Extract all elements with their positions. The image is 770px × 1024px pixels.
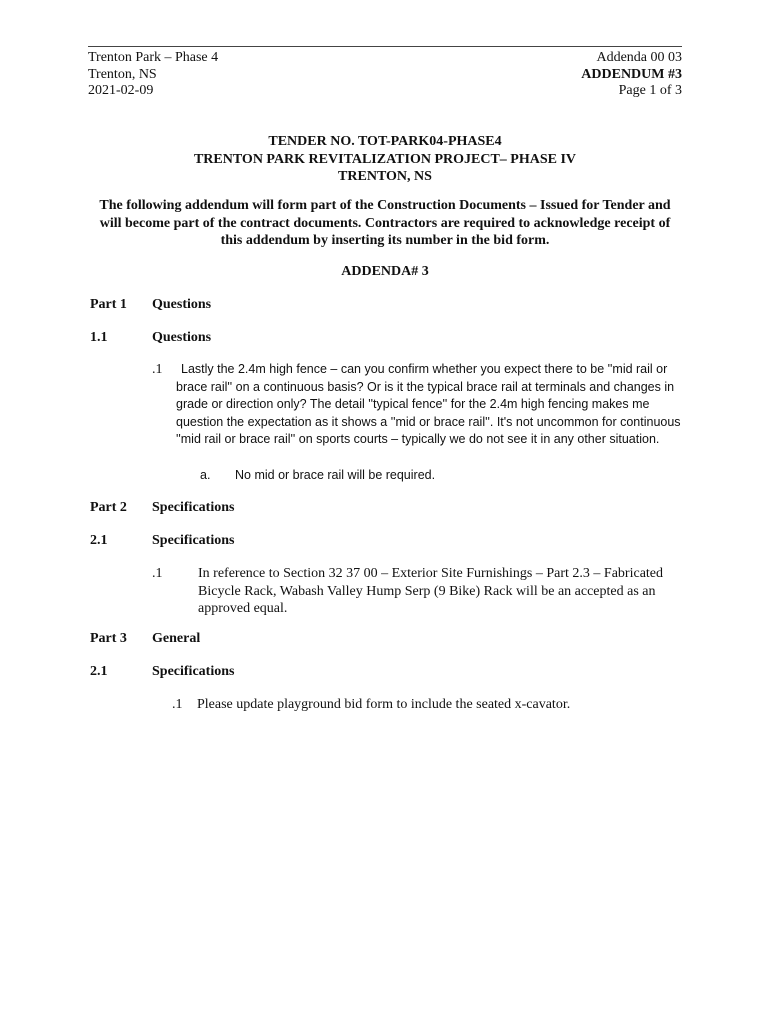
question-text: Lastly the 2.4m high fence – can you confirm whether you expect there to be ''mid rail or brace rail'' on a continuous basis? Or is it the typical brace rail at terminals and changes in grade or direction only? The detail ''typical fence'' for the 2.4m high fencing makes me question the expectation as it shows a ''mid or brace rail''. It's not uncommon for continuous ''mid rail or brace rail'' on sports courts – typically we do not see it in any other situation. xyxy=(176,362,681,447)
section-2-1-number: 2.1 xyxy=(90,533,108,548)
project-location: Trenton, NS xyxy=(88,66,157,82)
answer-label: a. xyxy=(200,468,211,482)
tender-number: TENDER NO. TOT-PARK04-PHASE4 xyxy=(268,134,502,149)
section-3-2-1-number: 2.1 xyxy=(90,664,108,679)
section-3-2-1-title: Specifications xyxy=(152,664,235,679)
part-3-title: General xyxy=(152,631,201,646)
section-1-1-title: Questions xyxy=(152,330,212,345)
tender-title xyxy=(88,133,682,186)
answer-item xyxy=(200,467,435,485)
general-item-number: .1 xyxy=(172,697,183,712)
addenda-code: Addenda 00 03 xyxy=(596,50,682,65)
part-2-title: Specifications xyxy=(152,500,235,515)
project-town: TRENTON, NS xyxy=(338,169,432,184)
answer-text: No mid or brace rail will be required. xyxy=(235,468,436,482)
header-left xyxy=(88,50,218,100)
project-name: Trenton Park – Phase 4 xyxy=(88,50,219,65)
specification-text: In reference to Section 32 37 00 – Exterior Site Furnishings – Part 2.3 – Fabricated Bicycle Rack, Wabash Valley Hump Serp (9 Bike) Rack will be an accepted as an approved equal. xyxy=(198,566,664,617)
general-item-text: Please update playground bid form to include the seated x-cavator. xyxy=(197,697,571,712)
part-3-number: Part 3 xyxy=(90,631,127,646)
intro-paragraph: The following addendum will form part of the Construction Documents – Issued for Tender and will become part of the contract documents. Contractors are required to acknowledge receipt of this addendum by inserting its number in the bid form. xyxy=(99,198,671,248)
question-number: .1 xyxy=(152,362,163,377)
part-1-title: Questions xyxy=(152,297,212,312)
section-2-1-title: Specifications xyxy=(152,533,235,548)
document-date: 2021-02-09 xyxy=(88,83,154,98)
specification-number: .1 xyxy=(152,566,163,581)
header-rule xyxy=(88,46,682,47)
general-item xyxy=(172,696,570,713)
header-right xyxy=(581,50,682,100)
section-1-1-number: 1.1 xyxy=(90,330,108,345)
project-title: TRENTON PARK REVITALIZATION PROJECT– PHASE IV xyxy=(193,151,577,167)
part-2-number: Part 2 xyxy=(90,500,127,515)
addenda-label: ADDENDA# 3 xyxy=(341,264,429,279)
addendum-number: ADDENDUM #3 xyxy=(581,66,682,82)
part-1-number: Part 1 xyxy=(90,297,127,312)
page-number: Page 1 of 3 xyxy=(618,83,682,98)
